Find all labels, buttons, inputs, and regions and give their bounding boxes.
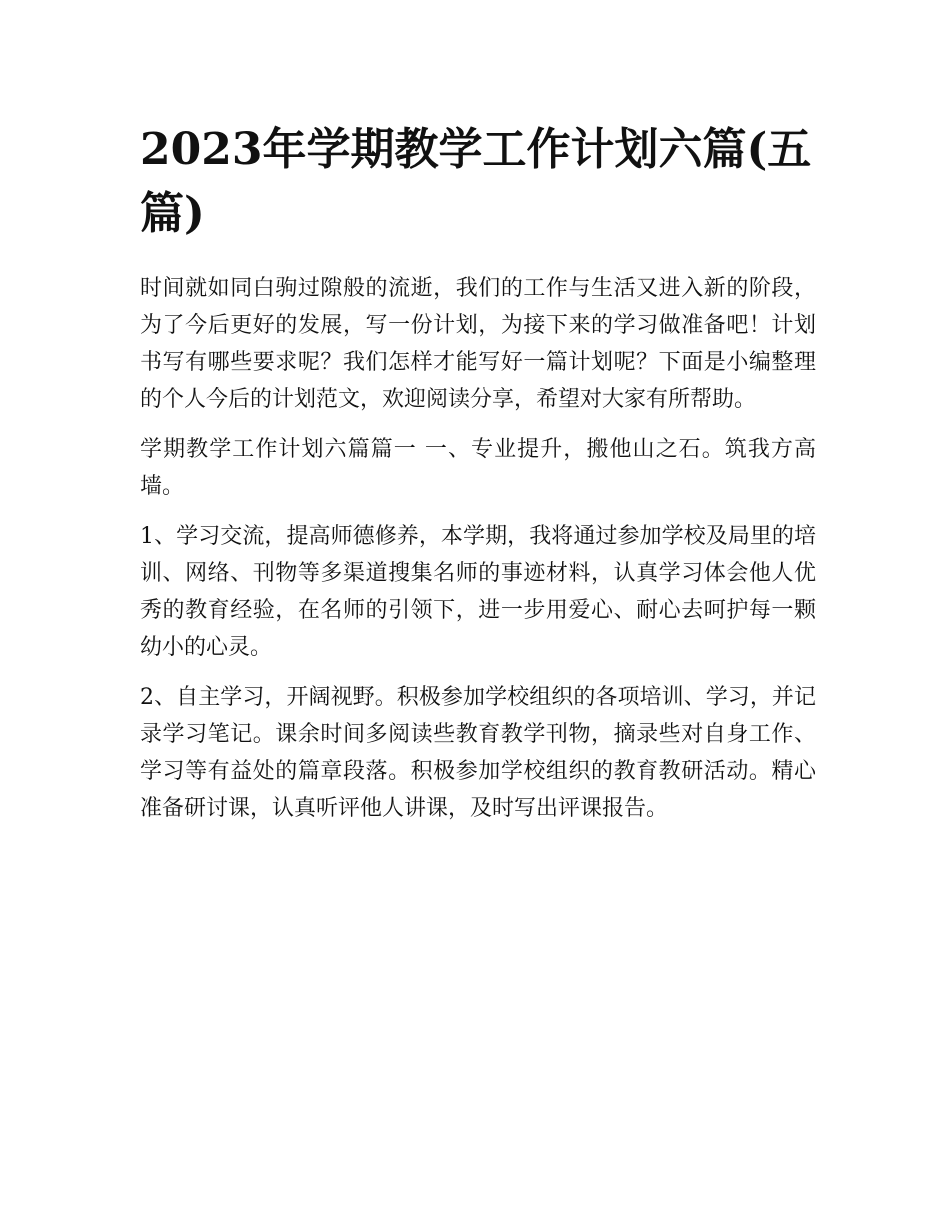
item-1-paragraph: 1、学习交流，提高师德修养，本学期，我将通过参加学校及局里的培训、网络、刊物等多渠道搜集名师的事迹材料，认真学习体会他人优秀的教育经验，在名师的引领下，进一步用爱心、耐心去呵护每一颗幼小的心灵。 [140, 524, 816, 660]
section-one-heading-paragraph: 学期教学工作计划六篇篇一 一、专业提升，搬他山之石。筑我方高墙。 [140, 437, 816, 499]
document-title: 2023年学期教学工作计划六篇(五篇) [140, 124, 812, 239]
intro-paragraph: 时间就如同白驹过隙般的流逝，我们的工作与生活又进入新的阶段，为了今后更好的发展，写一份计划，为接下来的学习做准备吧！计划书写有哪些要求呢？我们怎样才能写好一篇计划呢？下面是小编整理的个人今后的计划范文，欢迎阅读分享，希望对大家有所帮助。 [140, 276, 816, 412]
item-2-paragraph: 2、自主学习，开阔视野。积极参加学校组织的各项培训、学习，并记录学习笔记。课余时间多阅读些教育教学刊物，摘录些对自身工作、学习等有益处的篇章段落。积极参加学校组织的教育教研活动。精心准备研讨课，认真听评他人讲课，及时写出评课报告。 [140, 685, 816, 821]
document-page [140, 118, 816, 840]
